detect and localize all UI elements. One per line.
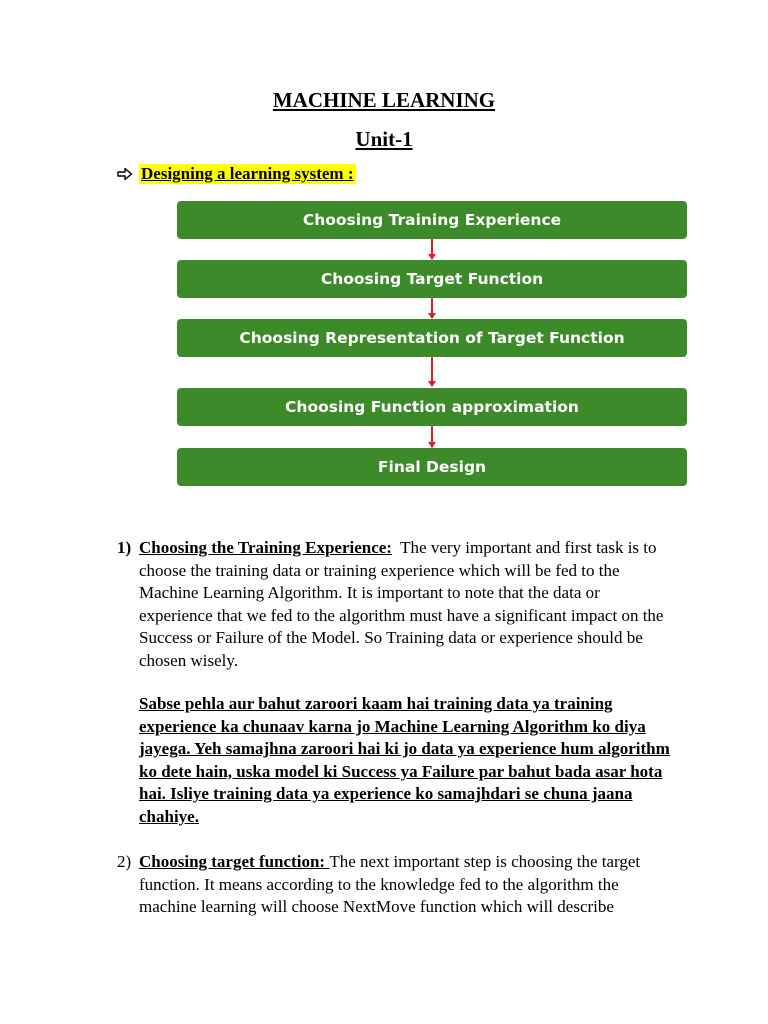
point-number: 2) xyxy=(117,852,132,871)
point-number: 1) xyxy=(117,538,132,557)
flow-step-target-function: Choosing Target Function xyxy=(177,260,687,298)
point-1 xyxy=(117,537,677,673)
flow-step-representation: Choosing Representation of Target Function xyxy=(177,319,687,357)
point-heading: Choosing the Training Experience: xyxy=(139,538,392,557)
hinglish-paragraph: Sabse pehla aur bahut zaroori kaam hai training data ya training experience ka chunaav karna jo Machine Learning Algorithm ko diya jayega. Yeh samajhna zaroori hai ki jo data ya experience hum algorithm ko dete hain, uska model ki Success ya Failure par bahut bada asar hota hai. Isliye training data ya experience ko samajhdari se chuna jaana chahiye. xyxy=(139,694,670,826)
flow-step-final-design: Final Design xyxy=(177,448,687,486)
point-heading: Choosing target function: xyxy=(139,852,330,871)
flow-arrow xyxy=(431,239,433,259)
flow-step-training-experience: Choosing Training Experience xyxy=(177,201,687,239)
flow-diagram xyxy=(0,0,768,500)
document-title: MACHINE LEARNING xyxy=(272,88,496,112)
flow-arrow xyxy=(431,298,433,318)
flow-step-function-approximation: Choosing Function approximation xyxy=(177,388,687,426)
point-2 xyxy=(117,851,677,919)
point-text: The next important step is choosing the target function. It means according to the knowledge fed to the algorithm the machine learning will choose NextMove function which will describe xyxy=(139,852,641,917)
flow-arrow xyxy=(431,426,433,447)
point-text: The very important and first task is to choose the training data or training experience which will be fed to the Machine Learning Algorithm. It is important to note that the data or experience that we fed to the algorithm must have a significant impact on the Success or Failure of the Model. So Training data or experience should be chosen wisely. xyxy=(139,538,668,670)
section-heading-text: Designing a learning system : xyxy=(141,164,354,183)
unit-title: Unit-1 xyxy=(355,127,413,151)
flow-arrow xyxy=(431,357,433,386)
